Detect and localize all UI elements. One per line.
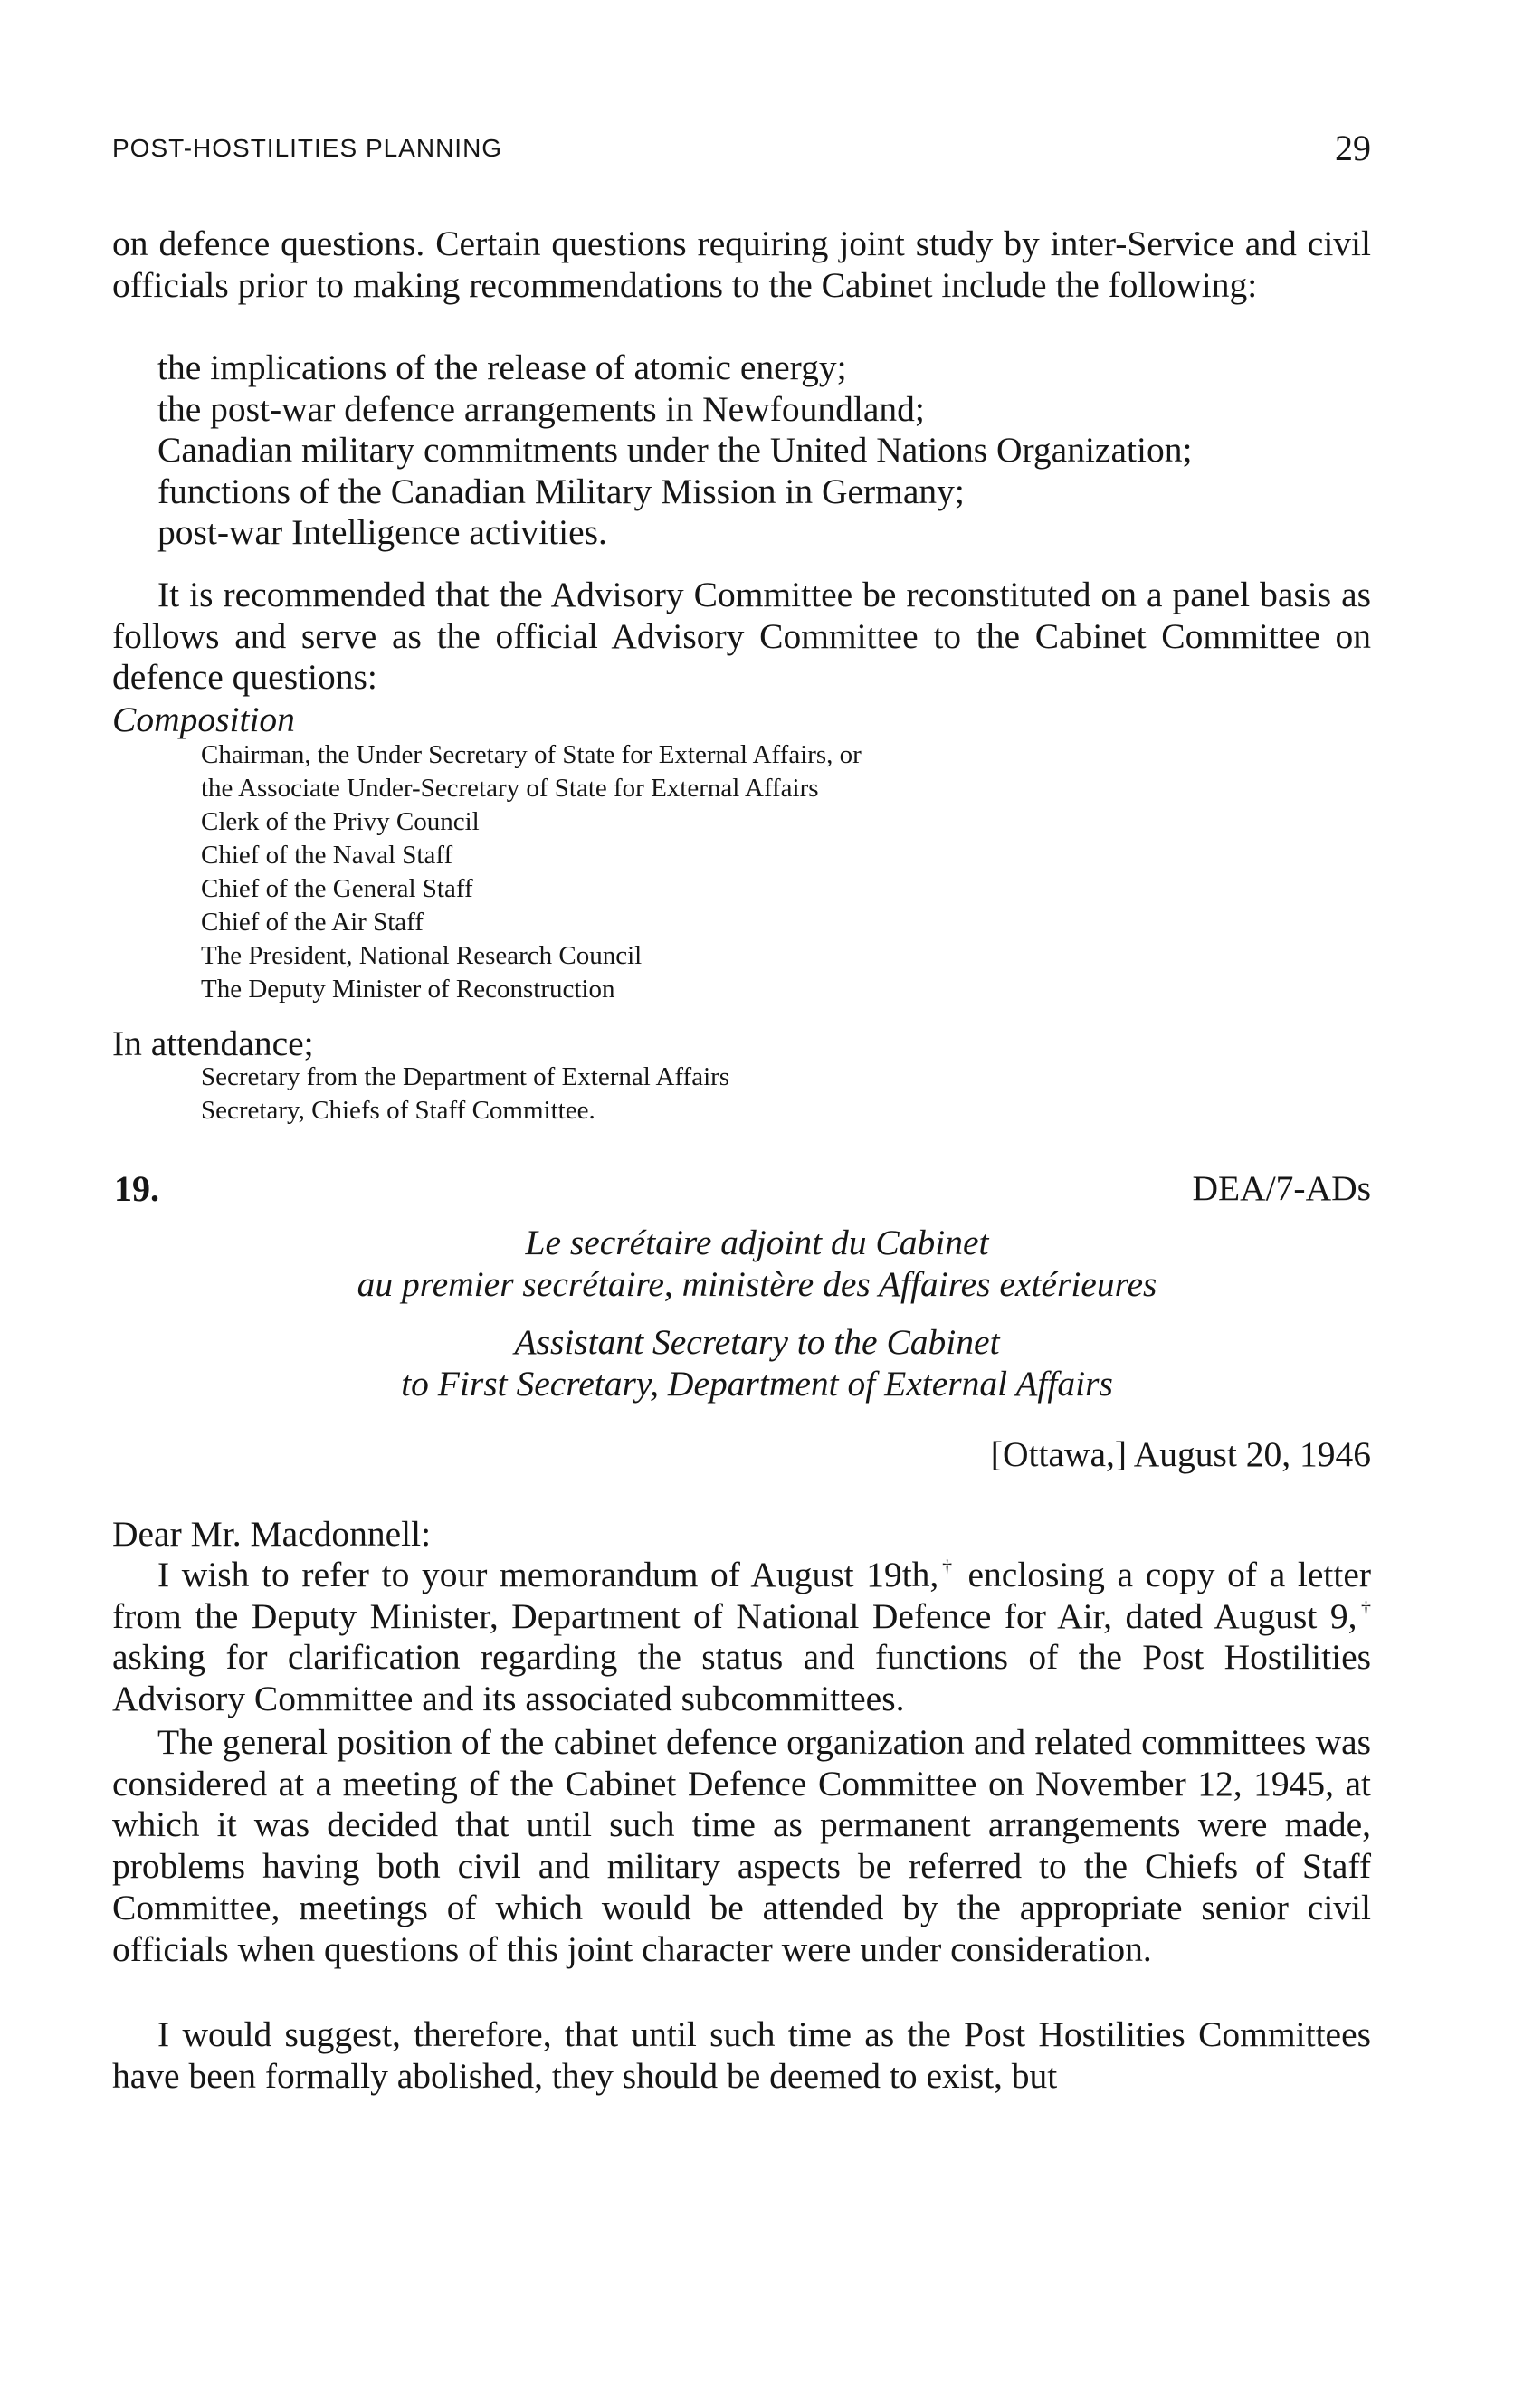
page-number: 29 bbox=[1335, 128, 1371, 168]
attendance-heading: In attendance; bbox=[112, 1023, 314, 1063]
member-item: Chief of the Naval Staff bbox=[201, 841, 453, 870]
intro-paragraph: on defence questions. Certain questions requiring joint study by inter-Service and civil officials prior to making recommendations to the Cabinet include the following: bbox=[112, 224, 1371, 305]
attendance-list bbox=[201, 1061, 729, 1128]
member-item: Chairman, the Under Secretary of State for External Affairs, or bbox=[201, 740, 862, 769]
paragraph-text: enclosing a copy of a letter from the Deputy Minister, Department of National Defence for Air, dated August 9, bbox=[112, 1555, 1372, 1636]
address-line: to First Secretary, Department of External Affairs bbox=[401, 1364, 1113, 1404]
dateline: [Ottawa,] August 20, 1946 bbox=[990, 1434, 1371, 1474]
recommendation-paragraph: It is recommended that the Advisory Committee be reconstituted on a panel basis as follows and serve as the official Advisory Committee to the Cabinet Committee on defence questions: bbox=[112, 575, 1371, 698]
list-item: the implications of the release of atomic energy; bbox=[157, 347, 847, 387]
composition-heading: Composition bbox=[112, 700, 295, 739]
member-item: Chief of the Air Staff bbox=[201, 908, 424, 937]
member-item: The Deputy Minister of Reconstruction bbox=[201, 975, 615, 1004]
attendance-item: Secretary, Chiefs of Staff Committee. bbox=[201, 1096, 595, 1125]
address-line: Le secrétaire adjoint du Cabinet bbox=[525, 1223, 989, 1262]
member-item: Clerk of the Privy Council bbox=[201, 807, 480, 836]
dagger-mark: † bbox=[1357, 1596, 1372, 1620]
salutation: Dear Mr. Macdonnell: bbox=[112, 1514, 432, 1554]
member-item: the Associate Under-Secretary of State for External Affairs bbox=[201, 774, 819, 803]
dagger-mark: † bbox=[938, 1555, 956, 1578]
document-reference: DEA/7-ADs bbox=[1192, 1168, 1371, 1208]
joint-study-list bbox=[157, 347, 1192, 554]
member-item: The President, National Research Council bbox=[201, 941, 643, 970]
address-line: Assistant Secretary to the Cabinet bbox=[514, 1322, 1000, 1362]
paragraph-text: asking for clarification regarding the status and functions of the Post Hostilities Advisory Committee and its associated subcommittees. bbox=[112, 1637, 1371, 1719]
address-french bbox=[0, 1222, 1514, 1305]
address-english bbox=[0, 1321, 1514, 1404]
list-item: the post-war defence arrangements in Newfoundland; bbox=[157, 388, 925, 429]
composition-list bbox=[201, 738, 862, 1006]
list-item: functions of the Canadian Military Mission in Germany; bbox=[157, 471, 965, 511]
list-item: post-war Intelligence activities. bbox=[157, 512, 607, 553]
letter-paragraph-2: The general position of the cabinet defence organization and related committees was considered at a meeting of the Cabinet Defence Committee on November 12, 1945, at which it was decided that until such time as permanent arrangements were made, problems having both civil and military aspects be referred to the Chiefs of Staff Committee, meetings of which would be attended by the appropriate senior civil officials when questions of this joint character were under consideration. bbox=[112, 1722, 1371, 1969]
letter-paragraph-1 bbox=[112, 1555, 1371, 1720]
list-item: Canadian military commitments under the United Nations Organization; bbox=[157, 430, 1193, 471]
paragraph-text: I wish to refer to your memorandum of August 19th, bbox=[157, 1555, 939, 1594]
address-line: au premier secrétaire, ministère des Affaires extérieures bbox=[357, 1264, 1157, 1304]
document-number: 19. bbox=[114, 1168, 159, 1209]
member-item: Chief of the General Staff bbox=[201, 874, 473, 903]
letter-paragraph-3: I would suggest, therefore, that until such time as the Post Hostilities Committees have been formally abolished, they should be deemed to exist, but bbox=[112, 2014, 1371, 2096]
attendance-item: Secretary from the Department of External Affairs bbox=[201, 1062, 730, 1091]
running-head: POST-HOSTILITIES PLANNING bbox=[112, 134, 503, 162]
